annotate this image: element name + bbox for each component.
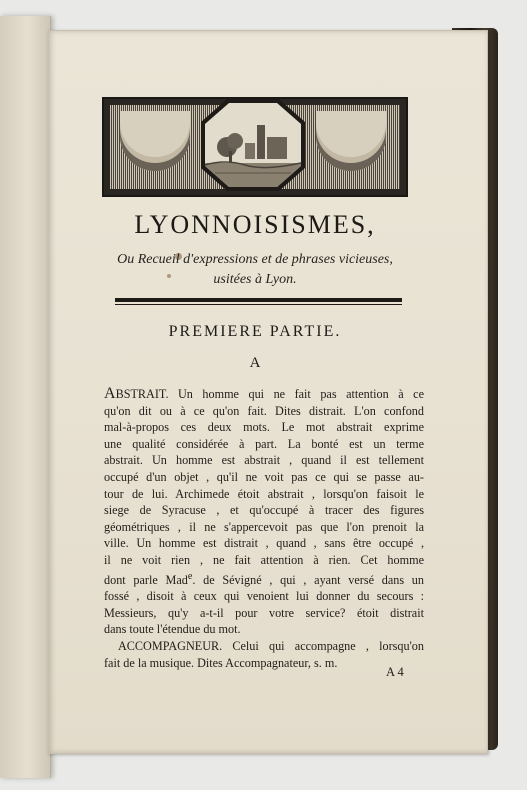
text-line: il ne voit rien , ne fait attention à rien. Cet homme (104, 552, 424, 567)
text-line: dans toute l'étendue du mot. (104, 622, 241, 637)
text-line: dont parle Mad$^e$. de Sévigné , qui , ayant versé dans un (104, 570, 424, 587)
left-page-edge (0, 16, 51, 778)
dropcap: A (104, 385, 116, 402)
title-rule-thick (115, 298, 402, 302)
entry-accompagneur-line: ACCOMPAGNEUR. Celui qui accompagne , lorsqu'on (118, 638, 424, 653)
entry-abstrait-line: BSTRAIT. Un homme qui ne fait pas attention à ce (115, 387, 424, 401)
text-line: une qualité considérée à part. La bonté est un terme (104, 436, 424, 451)
text-line: tour de lui. Archimede étoit abstrait , lorsqu'on faisoit le (104, 486, 424, 501)
ruins-landscape-icon (205, 103, 301, 187)
section-letter: A (249, 355, 261, 371)
subtitle-line-1: Ou Recueil d'expressions et de phrases vicieuses, (117, 252, 393, 267)
text-line (104, 386, 424, 403)
book-title: LYONNOISISMES, (134, 210, 376, 239)
title-rule-thin (115, 304, 402, 305)
text-line: mal-à-propos ces deux mots. Le mot abstrait exprime (104, 420, 424, 435)
text-line: siege de Syracuse , et qu'occupé à tracer des figures (104, 503, 424, 518)
text-line: occupé d'un objet , qu'il ne voit pas ce qui se passe au- (104, 469, 424, 484)
text-line: qu'on dit ou à ce qu'on fait. Dites distrait. L'on confond (104, 403, 424, 418)
headpiece-vignette (102, 97, 408, 197)
body-text (104, 386, 424, 671)
signature-mark: A 4 (386, 665, 404, 679)
text-line: fait de la musique. Dites Accompagnateur, s. m. (104, 655, 338, 670)
text-line: Messieurs, qu'y a-t-il pour votre service? étoit distrait (104, 605, 424, 620)
landscape-scene (205, 103, 301, 187)
text-line: ville. Un homme est distrait , quand , sans être occupé , (104, 536, 424, 551)
part-heading: PREMIERE PARTIE. (168, 323, 342, 340)
subtitle-line-2: usitées à Lyon. (213, 272, 297, 287)
text-line: géométriques , il ne s'appercevoit pas que l'on prenoit la (104, 519, 424, 534)
text-line: abstrait. Un homme est abstrait , quand il est tellement (104, 453, 424, 468)
text-line: fossé , disoit à ceux qui venoient lui donner du secours : (104, 589, 424, 604)
